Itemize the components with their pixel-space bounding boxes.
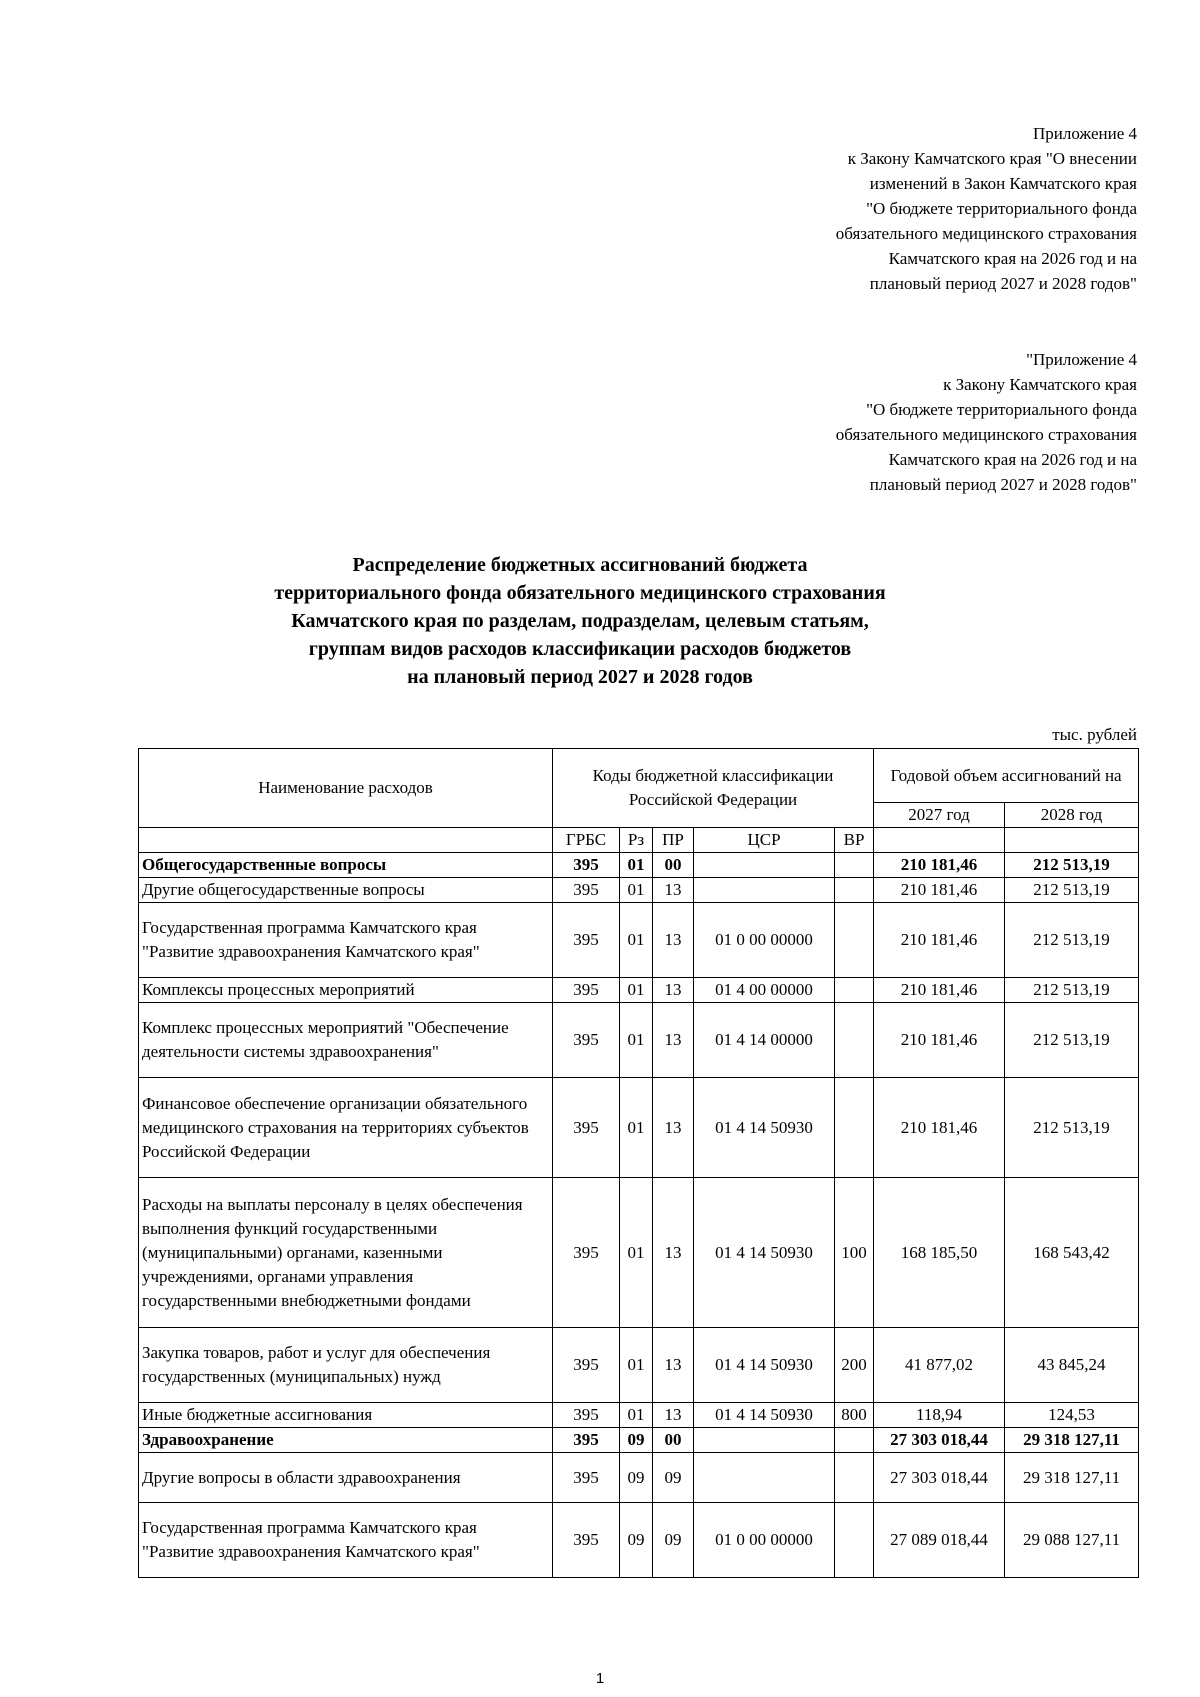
row-grbs-cell: 395	[553, 853, 620, 878]
annex-line: "О бюджете территориального фонда	[866, 199, 1137, 218]
row-pr-cell: 13	[653, 1003, 694, 1078]
annex-line: к Закону Камчатского края	[943, 375, 1137, 394]
table-row	[139, 878, 1139, 903]
row-grbs-cell: 395	[553, 1503, 620, 1578]
page-number: 1	[595, 1670, 605, 1687]
row-2027-amount-cell: 27 089 018,44	[874, 1503, 1005, 1578]
row-grbs-cell: 395	[553, 1003, 620, 1078]
row-vr-cell	[835, 978, 874, 1003]
row-rz-cell: 09	[620, 1428, 653, 1453]
annex-line: плановый период 2027 и 2028 годов"	[869, 475, 1137, 494]
annex-amending-block	[836, 121, 1137, 296]
row-2027-amount-cell: 168 185,50	[874, 1178, 1005, 1328]
row-rz-cell: 01	[620, 978, 653, 1003]
row-rz-cell: 01	[620, 1403, 653, 1428]
table-row	[139, 1328, 1139, 1403]
header-annual: Годовой объем ассигнований на	[874, 749, 1139, 803]
row-2027-amount-cell: 210 181,46	[874, 878, 1005, 903]
row-2028-amount-cell: 29 318 127,11	[1005, 1428, 1139, 1453]
row-2028-amount-cell: 29 088 127,11	[1005, 1503, 1139, 1578]
row-grbs-cell: 395	[553, 1078, 620, 1178]
row-name-cell: Иные бюджетные ассигнования	[139, 1403, 553, 1428]
header-blank	[1005, 828, 1139, 853]
row-name-cell: Комплексы процессных мероприятий	[139, 978, 553, 1003]
annex-line: Приложение 4	[1033, 124, 1137, 143]
row-name-cell: Расходы на выплаты персоналу в целях обеспечения выполнения функций государственными (муниципальными) органами, казенными учреждениями, органами управления государственными внебюджетными фондами	[139, 1178, 553, 1328]
row-pr-cell: 13	[653, 878, 694, 903]
row-pr-cell: 09	[653, 1453, 694, 1503]
row-grbs-cell: 395	[553, 1403, 620, 1428]
row-rz-cell: 09	[620, 1503, 653, 1578]
header-blank	[874, 828, 1005, 853]
row-pr-cell: 00	[653, 853, 694, 878]
row-pr-cell: 00	[653, 1428, 694, 1453]
row-grbs-cell: 395	[553, 878, 620, 903]
row-2027-amount-cell: 210 181,46	[874, 978, 1005, 1003]
table-row	[139, 1403, 1139, 1428]
row-2027-amount-cell: 118,94	[874, 1403, 1005, 1428]
row-pr-cell: 13	[653, 903, 694, 978]
header-codes-row	[139, 828, 1139, 853]
annex-line: Камчатского края на 2026 год и на	[888, 249, 1137, 268]
row-2028-amount-cell: 212 513,19	[1005, 878, 1139, 903]
row-rz-cell: 01	[620, 878, 653, 903]
row-grbs-cell: 395	[553, 1453, 620, 1503]
row-csr-cell: 01 4 14 50930	[694, 1403, 835, 1428]
header-csr: ЦСР	[694, 828, 835, 853]
title-line: группам видов расходов классификации расходов бюджетов	[308, 638, 852, 660]
row-pr-cell: 09	[653, 1503, 694, 1578]
title-line: территориального фонда обязательного медицинского страхования	[274, 582, 886, 604]
header-codes: Коды бюджетной классификации Российской Федерации	[553, 749, 874, 828]
row-name-cell: Здравоохранение	[139, 1428, 553, 1453]
annex-line: изменений в Закон Камчатского края	[869, 174, 1137, 193]
row-name-cell: Другие вопросы в области здравоохранения	[139, 1453, 553, 1503]
row-name-cell: Государственная программа Камчатского края "Развитие здравоохранения Камчатского края"	[139, 1503, 553, 1578]
row-2028-amount-cell: 168 543,42	[1005, 1178, 1139, 1328]
row-vr-cell	[835, 903, 874, 978]
title-line: на плановый период 2027 и 2028 годов	[407, 666, 753, 688]
table-row	[139, 978, 1139, 1003]
row-2027-amount-cell: 41 877,02	[874, 1328, 1005, 1403]
row-vr-cell	[835, 1428, 874, 1453]
row-csr-cell: 01 0 00 00000	[694, 1503, 835, 1578]
row-vr-cell: 800	[835, 1403, 874, 1428]
table-row	[139, 1453, 1139, 1503]
row-vr-cell: 100	[835, 1178, 874, 1328]
table-row	[139, 853, 1139, 878]
row-pr-cell: 13	[653, 1403, 694, 1428]
row-vr-cell	[835, 878, 874, 903]
row-2028-amount-cell: 212 513,19	[1005, 978, 1139, 1003]
row-rz-cell: 01	[620, 1178, 653, 1328]
row-grbs-cell: 395	[553, 978, 620, 1003]
row-csr-cell: 01 4 00 00000	[694, 978, 835, 1003]
row-vr-cell	[835, 853, 874, 878]
row-vr-cell	[835, 1003, 874, 1078]
row-rz-cell: 09	[620, 1453, 653, 1503]
row-grbs-cell: 395	[553, 1328, 620, 1403]
row-2028-amount-cell: 212 513,19	[1005, 903, 1139, 978]
annex-line: обязательного медицинского страхования	[835, 425, 1137, 444]
row-csr-cell	[694, 1428, 835, 1453]
annex-line: к Закону Камчатского края "О внесении	[847, 149, 1137, 168]
table-row	[139, 1503, 1139, 1578]
annex-line: плановый период 2027 и 2028 годов"	[869, 274, 1137, 293]
row-csr-cell	[694, 1453, 835, 1503]
header-year-2027: 2027 год	[874, 803, 1005, 828]
row-2028-amount-cell: 212 513,19	[1005, 853, 1139, 878]
row-pr-cell: 13	[653, 978, 694, 1003]
row-csr-cell: 01 4 14 50930	[694, 1078, 835, 1178]
table-row	[139, 903, 1139, 978]
row-rz-cell: 01	[620, 903, 653, 978]
budget-table	[138, 748, 1139, 1578]
row-name-cell: Другие общегосударственные вопросы	[139, 878, 553, 903]
row-2028-amount-cell: 212 513,19	[1005, 1078, 1139, 1178]
row-csr-cell: 01 4 14 50930	[694, 1328, 835, 1403]
row-name-cell: Общегосударственные вопросы	[139, 853, 553, 878]
row-name-cell: Комплекс процессных мероприятий "Обеспечение деятельности системы здравоохранения"	[139, 1003, 553, 1078]
row-2027-amount-cell: 210 181,46	[874, 903, 1005, 978]
row-vr-cell	[835, 1078, 874, 1178]
row-name-cell: Закупка товаров, работ и услуг для обеспечения государственных (муниципальных) нужд	[139, 1328, 553, 1403]
header-grbs: ГРБС	[553, 828, 620, 853]
row-vr-cell	[835, 1503, 874, 1578]
row-name-cell: Финансовое обеспечение организации обязательного медицинского страхования на территориях субъектов Российской Федерации	[139, 1078, 553, 1178]
document-title	[140, 551, 1020, 691]
row-csr-cell	[694, 853, 835, 878]
annex-line: обязательного медицинского страхования	[835, 224, 1137, 243]
row-2027-amount-cell: 27 303 018,44	[874, 1428, 1005, 1453]
units-label: тыс. рублей	[1052, 725, 1137, 744]
row-vr-cell: 200	[835, 1328, 874, 1403]
row-grbs-cell: 395	[553, 1178, 620, 1328]
row-csr-cell: 01 4 14 00000	[694, 1003, 835, 1078]
header-blank	[139, 828, 553, 853]
annex-line: "Приложение 4	[1026, 350, 1137, 369]
row-2028-amount-cell: 43 845,24	[1005, 1328, 1139, 1403]
header-rz: Рз	[620, 828, 653, 853]
row-grbs-cell: 395	[553, 1428, 620, 1453]
row-csr-cell: 01 4 14 50930	[694, 1178, 835, 1328]
table-row	[139, 1003, 1139, 1078]
title-line: Распределение бюджетных ассигнований бюджета	[352, 554, 808, 576]
annex-line: "О бюджете территориального фонда	[866, 400, 1137, 419]
row-2027-amount-cell: 210 181,46	[874, 1078, 1005, 1178]
row-2028-amount-cell: 29 318 127,11	[1005, 1453, 1139, 1503]
header-row	[139, 749, 1139, 803]
row-2028-amount-cell: 124,53	[1005, 1403, 1139, 1428]
table-row	[139, 1428, 1139, 1453]
title-line: Камчатского края по разделам, подразделам, целевым статьям,	[291, 610, 869, 632]
row-rz-cell: 01	[620, 1003, 653, 1078]
row-pr-cell: 13	[653, 1328, 694, 1403]
row-vr-cell	[835, 1453, 874, 1503]
row-rz-cell: 01	[620, 1078, 653, 1178]
row-rz-cell: 01	[620, 1328, 653, 1403]
row-grbs-cell: 395	[553, 903, 620, 978]
row-2027-amount-cell: 210 181,46	[874, 853, 1005, 878]
annex-original-block	[836, 347, 1137, 497]
header-name: Наименование расходов	[139, 749, 553, 828]
row-csr-cell	[694, 878, 835, 903]
row-2028-amount-cell: 212 513,19	[1005, 1003, 1139, 1078]
header-pr: ПР	[653, 828, 694, 853]
row-name-cell: Государственная программа Камчатского края "Развитие здравоохранения Камчатского края"	[139, 903, 553, 978]
row-rz-cell: 01	[620, 853, 653, 878]
row-2027-amount-cell: 27 303 018,44	[874, 1453, 1005, 1503]
row-pr-cell: 13	[653, 1178, 694, 1328]
row-csr-cell: 01 0 00 00000	[694, 903, 835, 978]
row-pr-cell: 13	[653, 1078, 694, 1178]
row-2027-amount-cell: 210 181,46	[874, 1003, 1005, 1078]
annex-line: Камчатского края на 2026 год и на	[888, 450, 1137, 469]
header-year-2028: 2028 год	[1005, 803, 1139, 828]
table-row	[139, 1178, 1139, 1328]
table-row	[139, 1078, 1139, 1178]
header-vr: ВР	[835, 828, 874, 853]
